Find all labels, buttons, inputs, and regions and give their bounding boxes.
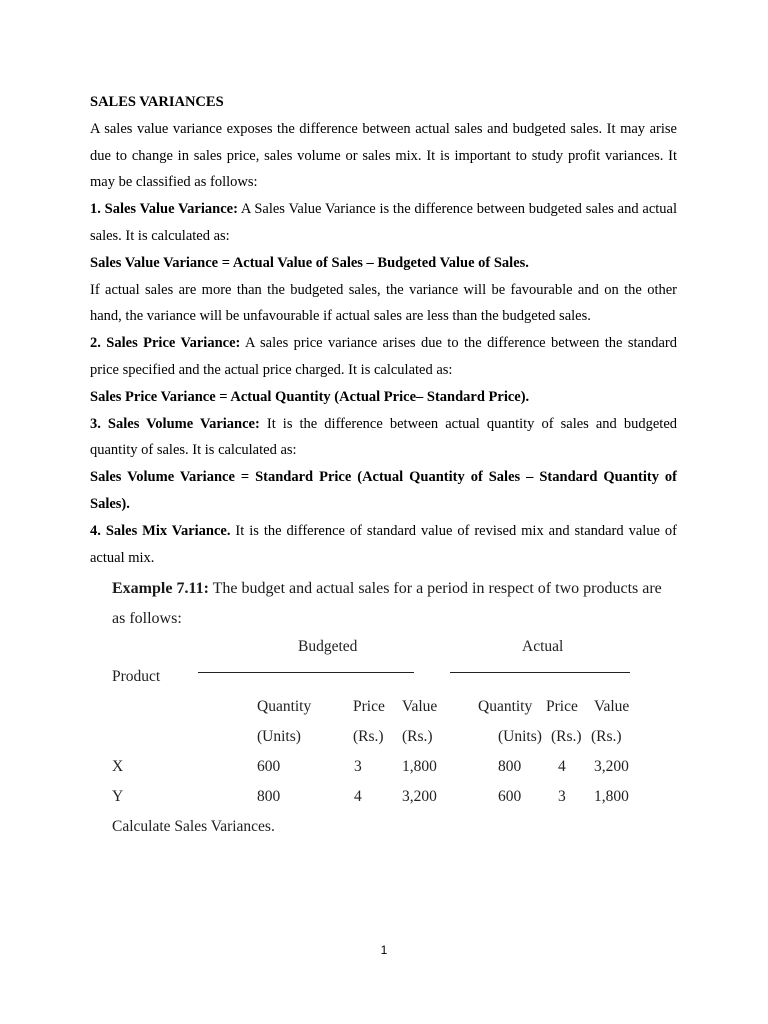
example-intro-line bbox=[112, 574, 662, 604]
actual-group-header: Actual bbox=[522, 638, 564, 655]
item-sales-value-variance bbox=[90, 196, 677, 250]
actual-quantity: 600 bbox=[498, 788, 522, 805]
item-text: A sales price variance arises due to the difference between the standard price specified and the actual price charged. It is calculated as: bbox=[90, 335, 677, 378]
item-label: 3. Sales Volume Variance: bbox=[90, 415, 260, 432]
budgeted-price-unit: (Rs.) bbox=[353, 728, 384, 745]
item-label: 2. Sales Price Variance: bbox=[90, 335, 241, 352]
budgeted-rule bbox=[198, 672, 414, 673]
actual-quantity-header: Quantity bbox=[478, 698, 533, 715]
budgeted-price: 3 bbox=[354, 758, 362, 775]
budgeted-value-unit: (Rs.) bbox=[402, 728, 433, 745]
section-heading: SALES VARIANCES bbox=[90, 94, 224, 110]
page-number: 1 bbox=[380, 943, 388, 957]
budgeted-quantity-header: Quantity bbox=[257, 698, 312, 715]
formula-sales-value: Sales Value Variance = Actual Value of Sales – Budgeted Value of Sales. bbox=[90, 254, 529, 271]
formula-sales-price: Sales Price Variance = Actual Quantity (Actual Price– Standard Price). bbox=[90, 388, 530, 405]
item-sales-volume-variance bbox=[90, 411, 677, 465]
actual-price-header: Price bbox=[546, 698, 578, 715]
budgeted-value: 1,800 bbox=[402, 758, 437, 775]
actual-quantity: 800 bbox=[498, 758, 522, 775]
actual-rule bbox=[450, 672, 630, 673]
row-product: Y bbox=[112, 788, 124, 805]
actual-price: 4 bbox=[558, 758, 566, 775]
budgeted-units-label: (Units) bbox=[257, 728, 301, 745]
formula-sales-volume: Sales Volume Variance = Standard Price (Actual Quantity of Sales – Standard Quantity of Sales). bbox=[90, 469, 677, 512]
item-label: 4. Sales Mix Variance. bbox=[90, 522, 231, 539]
item-text: It is the difference between actual quantity of sales and budgeted quantity of sales. It is calculated as: bbox=[90, 415, 677, 459]
example-label: Example 7.11: bbox=[112, 580, 209, 597]
budgeted-group-header: Budgeted bbox=[298, 638, 358, 655]
actual-value: 3,200 bbox=[594, 758, 629, 775]
actual-value-header: Value bbox=[594, 698, 630, 715]
example-footer: Calculate Sales Variances. bbox=[112, 818, 275, 835]
budgeted-price: 4 bbox=[354, 788, 362, 805]
budgeted-price-header: Price bbox=[353, 698, 385, 715]
budgeted-quantity: 600 bbox=[257, 758, 281, 775]
document-body bbox=[90, 89, 677, 571]
note-sales-value: If actual sales are more than the budgeted sales, the variance will be favourable and on the other hand, the variance will be unfavourable if actual sales are less than the budgeted sales. bbox=[90, 281, 677, 325]
product-header: Product bbox=[112, 668, 161, 685]
item-text: It is the difference of standard value of revised mix and standard value of actual mix. bbox=[90, 522, 677, 566]
budgeted-value: 3,200 bbox=[402, 788, 437, 805]
actual-units-label: (Units) bbox=[498, 728, 542, 745]
item-text: A Sales Value Variance is the difference between budgeted sales and actual sales. It is calculated as: bbox=[90, 201, 678, 244]
example-intro-line-2: as follows: bbox=[112, 610, 182, 627]
item-label: 1. Sales Value Variance: bbox=[90, 201, 238, 218]
budgeted-quantity: 800 bbox=[257, 788, 281, 805]
row-product: X bbox=[112, 758, 124, 775]
actual-price-unit: (Rs.) bbox=[551, 728, 582, 745]
actual-value-unit: (Rs.) bbox=[591, 728, 622, 745]
item-sales-price-variance bbox=[90, 330, 677, 384]
actual-value: 1,800 bbox=[594, 788, 629, 805]
example-text: The budget and actual sales for a period in respect of two products are bbox=[208, 580, 662, 597]
item-sales-mix-variance bbox=[90, 518, 677, 572]
budgeted-value-header: Value bbox=[402, 698, 438, 715]
intro-paragraph: A sales value variance exposes the difference between actual sales and budgeted sales. It may arise due to change in sales price, sales volume or sales mix. It is important to study profit variances. It may be classified as follows: bbox=[90, 120, 677, 191]
actual-price: 3 bbox=[558, 788, 566, 805]
